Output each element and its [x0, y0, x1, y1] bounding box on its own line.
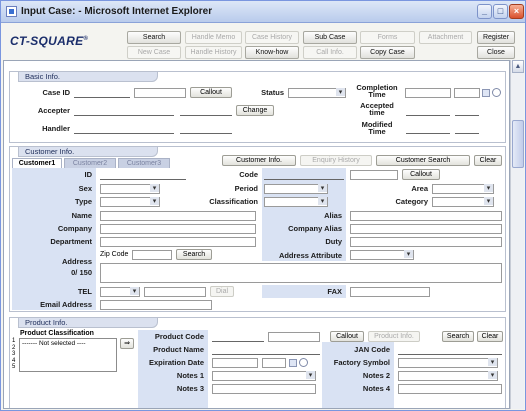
address-attribute-select[interactable] — [350, 250, 414, 260]
maximize-icon[interactable]: □ — [493, 4, 508, 19]
handle-memo-button[interactable]: Handle Memo — [185, 31, 242, 44]
status-label: Status — [261, 88, 284, 97]
customer-search-button[interactable]: Customer Search — [376, 155, 470, 166]
email-label: Email Address — [40, 300, 92, 309]
notes2-label: Notes 2 — [362, 371, 390, 380]
notes4-input[interactable] — [398, 384, 502, 394]
fax-label: FAX — [327, 287, 342, 296]
expiration-date-label: Expiration Date — [148, 358, 204, 367]
expiration-clock-icon[interactable] — [299, 358, 308, 367]
period-select[interactable] — [264, 184, 328, 194]
product-code-input[interactable] — [268, 332, 320, 342]
attachment-button[interactable]: Attachment — [419, 31, 472, 44]
sex-select[interactable] — [100, 184, 160, 194]
type-label: Type — [75, 197, 92, 206]
product-info-header: Product Info. — [18, 317, 158, 328]
address-textarea[interactable] — [100, 263, 502, 283]
accepted-hour-value — [455, 115, 479, 116]
tel-type-select[interactable] — [100, 287, 140, 297]
handler-label: Handler — [42, 124, 70, 133]
area-label: Area — [411, 184, 428, 193]
customer-code-callout-input[interactable] — [350, 170, 398, 180]
jan-code-label: JAN Code — [354, 345, 390, 354]
not-selected-option[interactable]: ------- Not selected ---- — [22, 340, 86, 347]
product-name-value — [212, 354, 320, 355]
notes2-select[interactable] — [398, 371, 498, 381]
completion-time-label: Completion Time — [356, 83, 398, 99]
customer-info-button[interactable]: Customer Info. — [222, 155, 296, 166]
form-content — [3, 60, 510, 409]
window-title: Input Case: - Microsoft Internet Explorer — [21, 6, 213, 17]
notes1-select[interactable] — [212, 371, 316, 381]
department-label: Department — [50, 237, 92, 246]
sub-case-button[interactable]: Sub Case — [303, 31, 357, 44]
customer-id-label: ID — [84, 170, 92, 179]
accepter-value — [74, 115, 174, 116]
completion-date-input[interactable] — [405, 88, 451, 98]
company-alias-input[interactable] — [350, 224, 502, 234]
product-slot-4: 4 — [12, 357, 16, 364]
app-logo: CT-SQUARE® — [10, 34, 89, 48]
factory-symbol-select[interactable] — [398, 358, 498, 368]
address-char-count: 0/ 150 — [71, 268, 92, 277]
accepted-time-label: Accepted time — [360, 101, 394, 117]
title-bar — [1, 1, 525, 23]
forms-button[interactable]: Forms — [360, 31, 415, 44]
register-button[interactable]: Register — [477, 31, 515, 44]
call-info-button[interactable]: Call Info. — [303, 46, 357, 59]
scroll-thumb[interactable] — [512, 120, 524, 168]
department-input[interactable] — [100, 237, 256, 247]
jan-code-value — [398, 354, 502, 355]
product-callout-button[interactable]: Callout — [330, 331, 364, 342]
customer-callout-button[interactable]: Callout — [402, 169, 440, 180]
dial-button[interactable]: Dial — [210, 286, 234, 297]
tel-input[interactable] — [144, 287, 206, 297]
alias-input[interactable] — [350, 211, 502, 221]
factory-symbol-label: Factory Symbol — [333, 358, 390, 367]
customer-code-label: Code — [239, 170, 258, 179]
area-select[interactable] — [432, 184, 494, 194]
customer-info-header: Customer Info. — [18, 146, 158, 157]
expiration-hour-input[interactable] — [262, 358, 286, 368]
product-clear-button[interactable]: Clear — [477, 331, 503, 342]
case-history-button[interactable]: Case History — [245, 31, 299, 44]
product-classification-header: Product Classification — [20, 330, 94, 337]
zip-code-label: Zip Code — [100, 251, 129, 258]
tab-customer1[interactable]: Customer1 — [12, 158, 62, 168]
vertical-scrollbar[interactable] — [510, 60, 524, 409]
search-button[interactable]: Search — [127, 31, 181, 44]
new-case-button[interactable]: New Case — [127, 46, 181, 59]
customer-code-value — [264, 179, 344, 180]
type-select[interactable] — [100, 197, 160, 207]
product-classification-list[interactable] — [19, 338, 117, 372]
clock-icon[interactable] — [492, 88, 501, 97]
accepter-id-value — [180, 115, 232, 116]
ie-page-icon — [6, 6, 17, 17]
company-alias-label: Company Alias — [288, 224, 342, 233]
status-select[interactable] — [288, 88, 346, 98]
notes3-label: Notes 3 — [176, 384, 204, 393]
customer-id-value — [100, 179, 186, 180]
know-how-button[interactable]: Know-how — [245, 46, 299, 59]
product-code-label: Product Code — [154, 332, 204, 341]
tel-label: TEL — [77, 287, 92, 296]
add-classification-arrow-icon[interactable]: ⇒ — [120, 338, 134, 349]
handle-history-button[interactable]: Handle History — [185, 46, 242, 59]
basic-info-header: Basic Info. — [18, 71, 158, 82]
company-label: Company — [57, 224, 92, 233]
case-id-label: Case ID — [42, 88, 70, 97]
product-info-button[interactable]: Product Info. — [368, 331, 420, 342]
product-name-label: Product Name — [153, 345, 204, 354]
alias-label: Alias — [324, 211, 342, 220]
expiration-date-input[interactable] — [212, 358, 258, 368]
accepted-date-value — [406, 115, 450, 116]
name-input[interactable] — [100, 211, 256, 221]
duty-input[interactable] — [350, 237, 502, 247]
modified-time-label: Modified Time — [361, 120, 393, 136]
zip-search-button[interactable]: Search — [176, 249, 212, 260]
product-slot-2: 2 — [12, 344, 16, 351]
enquiry-history-button[interactable]: Enquiry History — [300, 155, 372, 166]
close-window-icon[interactable]: × — [509, 4, 524, 19]
tab-customer3[interactable]: Customer3 — [118, 158, 170, 168]
notes4-label: Notes 4 — [362, 384, 390, 393]
product-slot-numbers — [12, 338, 15, 371]
scroll-up-icon[interactable]: ▲ — [512, 60, 524, 73]
classification-label: Classification — [209, 197, 258, 206]
product-search-button[interactable]: Search — [442, 331, 474, 342]
case-callout-button[interactable]: Callout — [190, 87, 232, 98]
product-label-column-left — [138, 330, 208, 408]
product-slot-5: 5 — [12, 364, 16, 370]
accepter-label: Accepter — [37, 106, 70, 115]
product-code-value — [212, 341, 264, 342]
change-accepter-button[interactable]: Change — [236, 105, 274, 116]
fax-input[interactable] — [350, 287, 430, 297]
customer-clear-button[interactable]: Clear — [474, 155, 502, 166]
minimize-icon[interactable]: _ — [477, 4, 492, 19]
expiration-calendar-icon[interactable] — [289, 359, 297, 367]
close-button[interactable]: Close — [477, 46, 515, 59]
completion-hour-input[interactable] — [454, 88, 480, 98]
name-label: Name — [71, 211, 92, 220]
duty-label: Duty — [325, 237, 342, 246]
product-slot-1: 1 — [12, 338, 16, 344]
email-input[interactable] — [100, 300, 212, 310]
customer-info-section — [9, 146, 506, 312]
case-id-callout-input[interactable] — [134, 88, 186, 98]
zip-code-input[interactable] — [132, 250, 172, 260]
sex-label: Sex — [78, 184, 92, 193]
copy-case-button[interactable]: Copy Case — [360, 46, 415, 59]
period-label: Period — [234, 184, 258, 193]
modified-hour-value — [455, 133, 479, 134]
category-select[interactable] — [432, 197, 494, 207]
basic-info-section — [9, 71, 506, 143]
address-attribute-label: Address Attribute — [278, 251, 342, 260]
handler-id-value — [180, 133, 232, 134]
notes1-label: Notes 1 — [176, 371, 204, 380]
address-label: Address — [61, 257, 92, 266]
product-info-section — [9, 317, 506, 409]
company-input[interactable] — [100, 224, 256, 234]
handler-value — [74, 133, 174, 134]
category-label: Category — [395, 197, 428, 206]
notes3-input[interactable] — [212, 384, 316, 394]
case-id-value — [74, 97, 130, 98]
modified-date-value — [406, 133, 450, 134]
classification-select[interactable] — [264, 197, 328, 207]
product-slot-3: 3 — [12, 351, 16, 357]
calendar-icon[interactable] — [482, 89, 490, 97]
tab-customer2[interactable]: Customer2 — [64, 158, 116, 168]
